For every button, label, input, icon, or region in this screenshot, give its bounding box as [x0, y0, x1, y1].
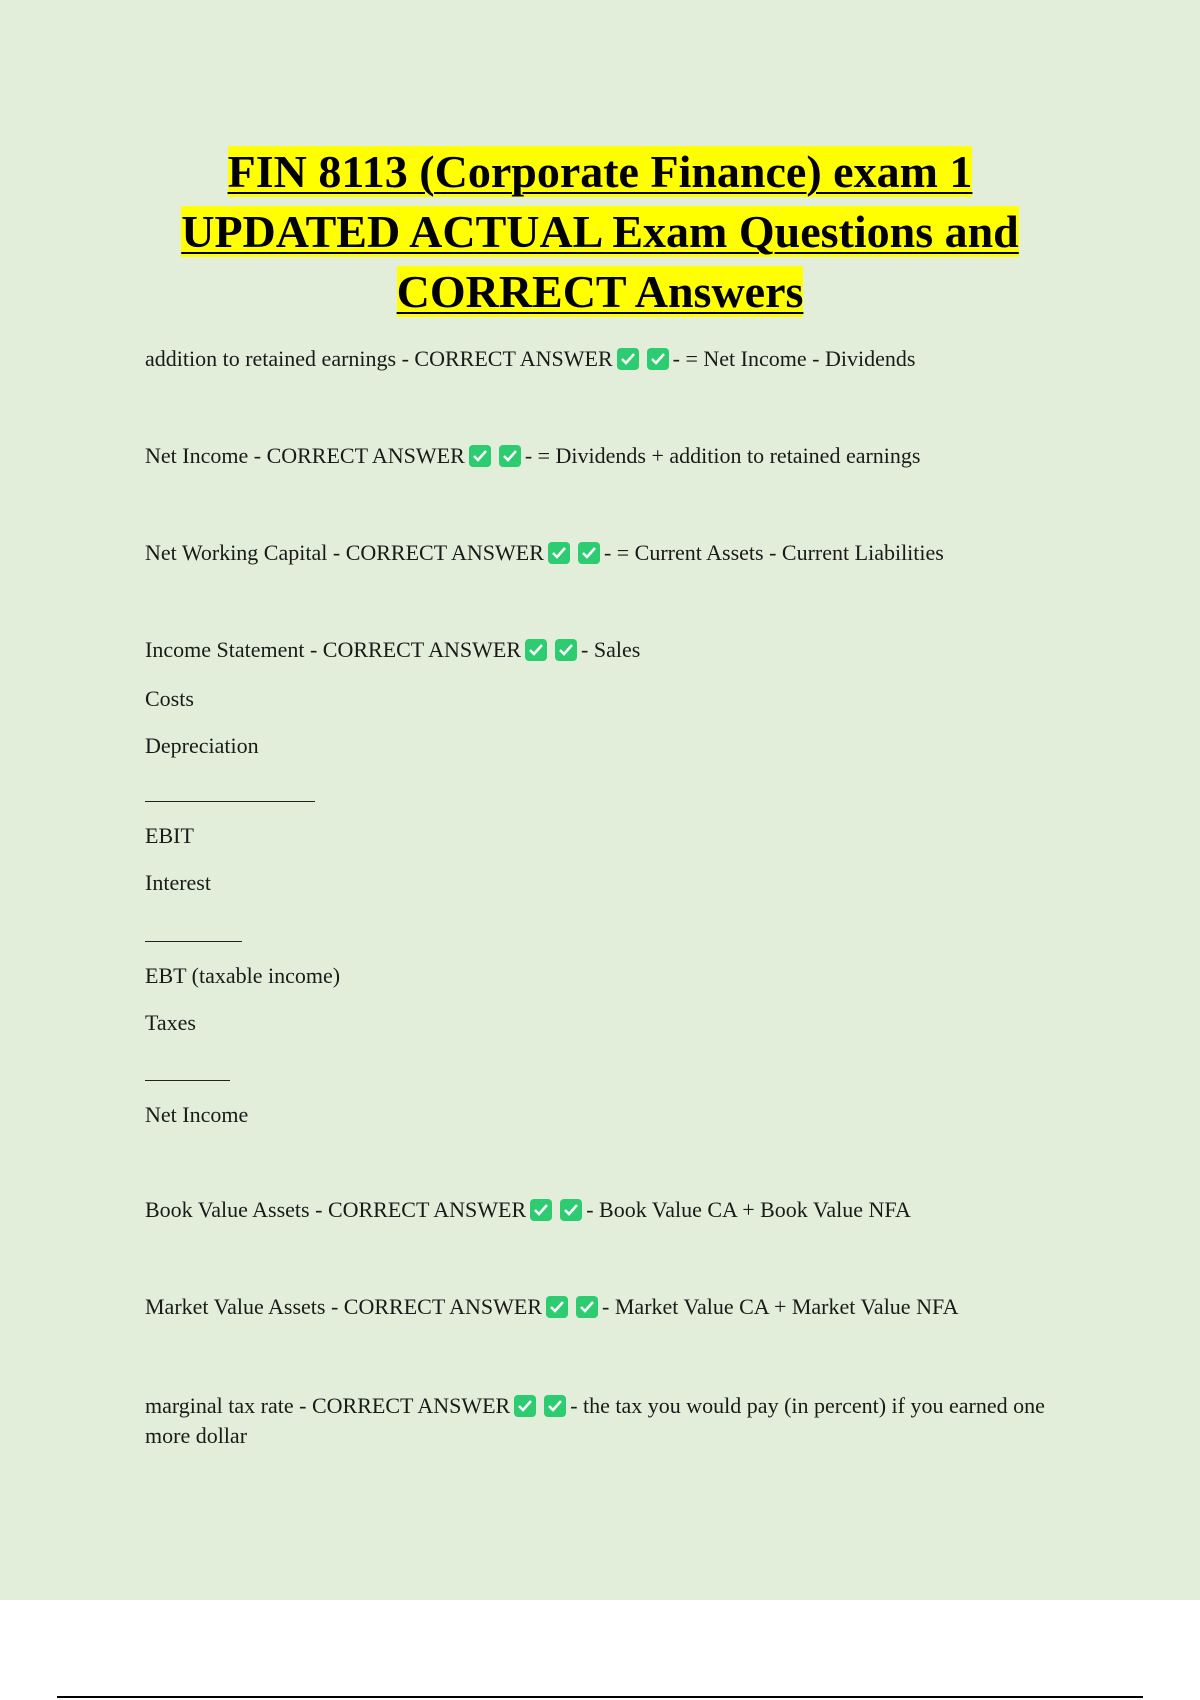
qa-term: Income Statement -	[145, 637, 323, 662]
qa-term: Net Income -	[145, 443, 267, 468]
check-mark-icon	[617, 348, 639, 370]
separator-rule	[145, 1080, 230, 1081]
qa-answer: - the tax you would pay (in percent) if you earned one more dollar	[145, 1393, 1045, 1448]
check-mark-icon	[544, 1395, 566, 1417]
correct-answer-marker: CORRECT ANSWER	[322, 637, 522, 662]
qa-answer: - = Current Assets - Current Liabilities	[603, 540, 944, 565]
check-mark-icon	[546, 1296, 568, 1318]
qa-item	[145, 1391, 1045, 1451]
correct-answer-marker: CORRECT ANSWER	[414, 346, 613, 371]
correct-answer-marker: CORRECT ANSWER	[343, 1294, 543, 1319]
income-statement-line: Interest	[145, 870, 211, 895]
check-mark-icon	[469, 445, 491, 467]
qa-answer: - = Net Income - Dividends	[672, 346, 916, 371]
check-mark-icon	[548, 542, 570, 564]
qa-term: Market Value Assets -	[145, 1294, 344, 1319]
qa-term: marginal tax rate -	[145, 1393, 312, 1418]
check-mark-icon	[555, 639, 577, 661]
footer-divider	[57, 1696, 1143, 1698]
qa-answer: - Market Value CA + Market Value NFA	[602, 1294, 959, 1319]
check-mark-icon	[576, 1296, 598, 1318]
qa-answer: - Sales	[581, 637, 641, 662]
check-mark-icon	[514, 1395, 536, 1417]
qa-item	[145, 344, 1065, 374]
correct-answer-marker: CORRECT ANSWER	[345, 540, 544, 565]
qa-term: Book Value Assets -	[145, 1197, 328, 1222]
check-mark-icon	[530, 1199, 552, 1221]
check-mark-icon	[578, 542, 600, 564]
correct-answer-marker: CORRECT ANSWER	[311, 1393, 511, 1418]
income-statement-line: Taxes	[145, 1010, 196, 1035]
separator-rule	[145, 941, 242, 942]
income-statement-line: Costs	[145, 686, 194, 711]
income-statement-line: Net Income	[145, 1102, 249, 1127]
qa-item	[145, 1292, 1065, 1322]
document-title	[100, 142, 1100, 322]
title-line-3: CORRECT Answers	[396, 266, 804, 317]
correct-answer-marker: CORRECT ANSWER	[266, 443, 465, 468]
title-line-2: UPDATED ACTUAL Exam Questions and	[181, 206, 1019, 257]
check-mark-icon	[525, 639, 547, 661]
qa-answer: - = Dividends + addition to retained earnings	[524, 443, 921, 468]
title-line-1: FIN 8113 (Corporate Finance) exam 1	[227, 146, 973, 197]
income-statement-line: EBT (taxable income)	[145, 963, 341, 988]
qa-item	[145, 1195, 1065, 1225]
qa-term: Net Working Capital -	[145, 540, 346, 565]
qa-term: addition to retained earnings -	[145, 346, 415, 371]
qa-item	[145, 441, 1065, 471]
correct-answer-marker: CORRECT ANSWER	[327, 1197, 527, 1222]
qa-item	[145, 635, 1065, 665]
qa-answer: - Book Value CA + Book Value NFA	[586, 1197, 911, 1222]
income-statement-line: EBIT	[145, 823, 194, 848]
check-mark-icon	[499, 445, 521, 467]
qa-item	[145, 538, 1065, 568]
check-mark-icon	[560, 1199, 582, 1221]
separator-rule	[145, 801, 315, 802]
check-mark-icon	[647, 348, 669, 370]
income-statement-line: Depreciation	[145, 733, 259, 758]
